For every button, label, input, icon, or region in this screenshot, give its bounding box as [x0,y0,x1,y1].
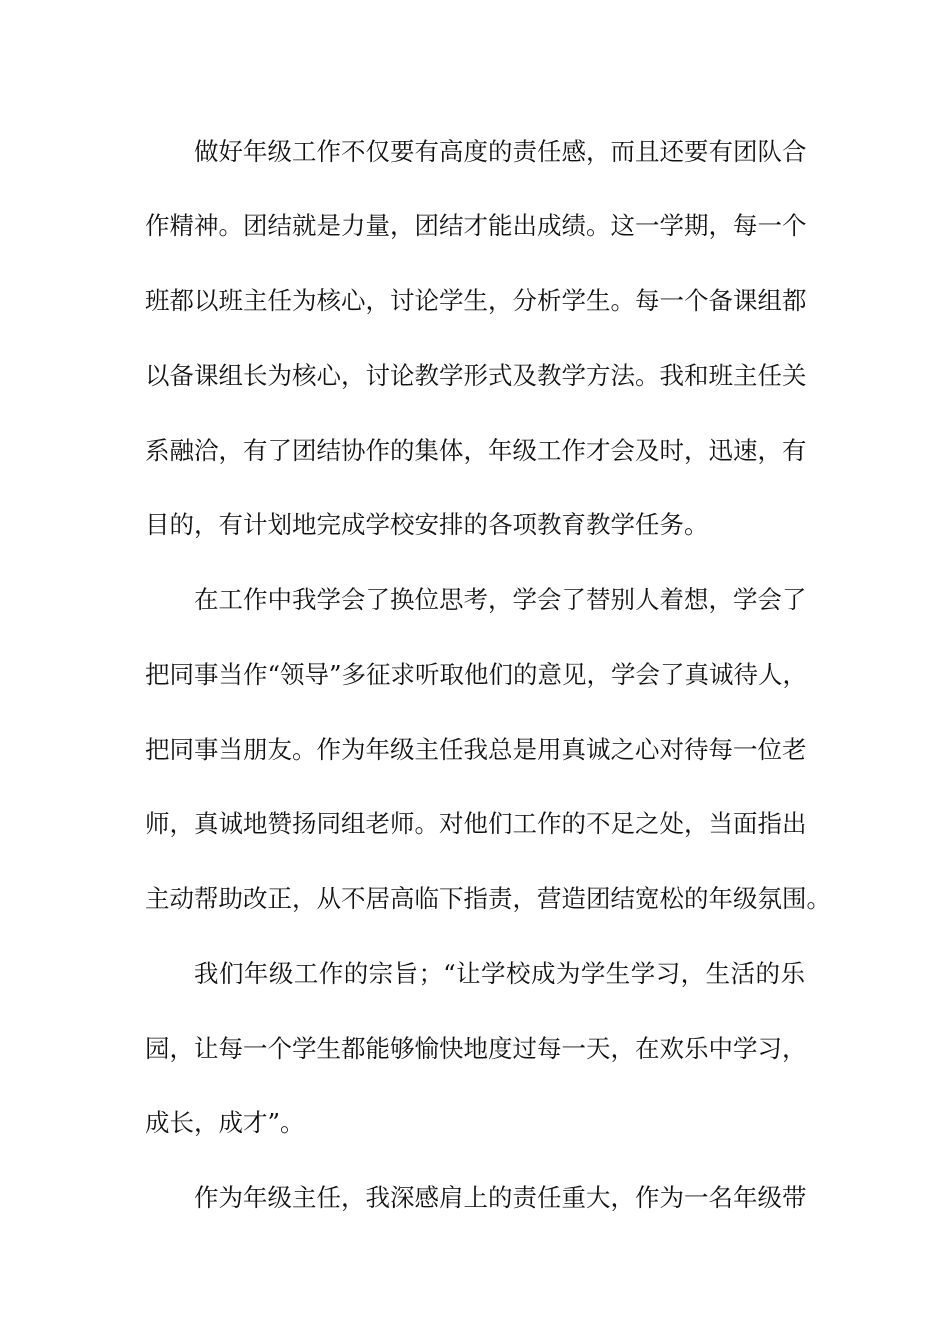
paragraph-1-line-4: 以备课组长为核心，讨论教学形式及教学方法。我和班主任关 [145,361,807,390]
paragraph-2-line-4: 师，真诚地赞扬同组老师。对他们工作的不足之处，当面指出 [145,809,807,838]
paragraph-3-line-1: 我们年级工作的宗旨；“让学校成为学生学习，生活的乐 [194,959,805,988]
paragraph-1-line-6: 目的，有计划地完成学校安排的各项教育教学任务。 [145,510,709,539]
paragraph-2-line-1: 在工作中我学会了换位思考，学会了替别人着想，学会了 [194,585,807,614]
paragraph-1-line-3: 班都以班主任为核心，讨论学生，分析学生。每一个备课组都 [145,286,807,315]
paragraph-1-line-2: 作精神。团结就是力量，团结才能出成绩。这一学期，每一个 [145,211,807,240]
paragraph-1-line-1: 做好年级工作不仅要有高度的责任感，而且还要有团队合 [194,137,807,166]
paragraph-3-line-2: 园，让每一个学生都能够愉快地度过每一天，在欢乐中学习， [145,1034,807,1063]
paragraph-2-line-2: 把同事当作“领导”多征求听取他们的意见，学会了真诚待人， [145,660,808,689]
paragraph-3-line-3: 成长，成才”。 [145,1108,305,1137]
paragraph-4-line-1: 作为年级主任，我深感肩上的责任重大，作为一名年级带 [194,1183,807,1212]
paragraph-2-line-3: 把同事当朋友。作为年级主任我总是用真诚之心对待每一位老 [145,735,807,764]
paragraph-2-line-5: 主动帮助改正，从不居高临下指责，营造团结宽松的年级氛围。 [145,884,831,913]
paragraph-1-line-5: 系融洽，有了团结协作的集体，年级工作才会及时，迅速，有 [145,436,807,465]
